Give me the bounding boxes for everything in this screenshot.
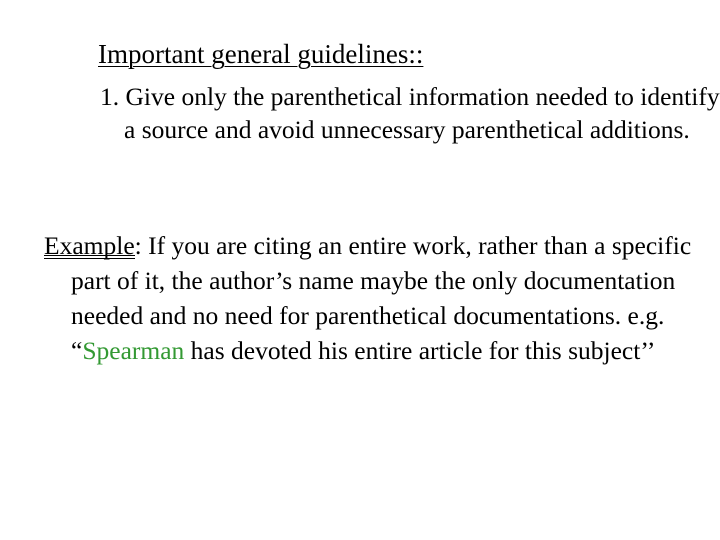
- highlighted-author-name: Spearman: [82, 336, 185, 365]
- example-text-before: If you are citing an entire work, rather than a specific part of it, the author’s name maybe the only documentation needed and no need for parenthetical documentations. e.g. “: [71, 231, 692, 365]
- example-paragraph: [44, 228, 720, 368]
- example-separator: :: [134, 231, 149, 260]
- guideline-item: 1. Give only the parenthetical information needed to identify a source and avoid unnecessary parenthetical additions.: [100, 82, 720, 144]
- example-text-after: has devoted his entire article for this subject’’: [184, 336, 656, 365]
- example-label: Example: [44, 231, 135, 260]
- slide-heading: Important general guidelines::: [98, 39, 424, 69]
